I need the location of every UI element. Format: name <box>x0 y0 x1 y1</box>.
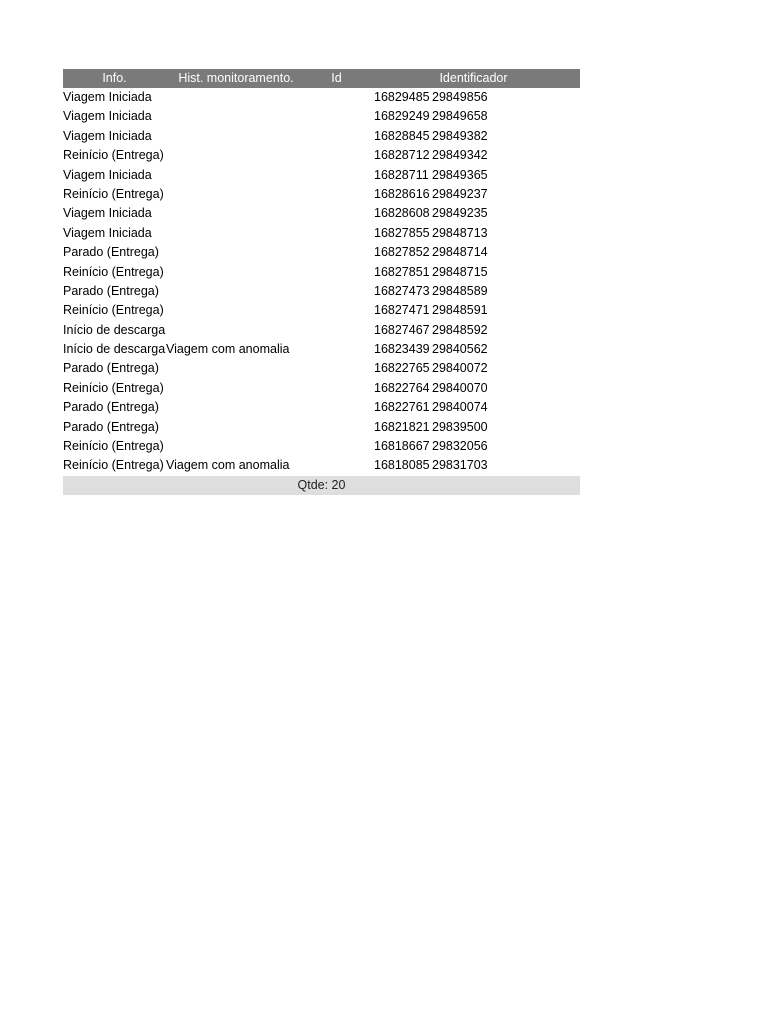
table-row <box>63 224 580 243</box>
cell-identificador: 29848589 <box>432 283 488 298</box>
cell-id: 16828845 <box>374 128 430 143</box>
cell-identificador: 29839500 <box>432 419 488 434</box>
cell-info: Início de descarga <box>63 342 166 357</box>
table-body <box>63 88 580 476</box>
cell-id: 16829485 <box>374 90 430 104</box>
table-row <box>63 437 580 456</box>
cell-info: Parado (Entrega) <box>63 400 159 415</box>
cell-identificador: 29849342 <box>432 148 488 163</box>
table-row <box>63 301 580 320</box>
cell-hist-monitoramento <box>166 301 374 320</box>
cell-id: 16827471 <box>374 303 430 318</box>
cell-info: Reinício (Entrega) <box>63 458 164 473</box>
table-row <box>63 88 580 107</box>
cell-hist-monitoramento <box>166 263 374 282</box>
cell-id: 16818085 <box>374 458 430 473</box>
cell-info: Parado (Entrega) <box>63 361 159 376</box>
cell-id: 16828712 <box>374 148 430 163</box>
table-footer-count: Qtde: 20 <box>63 476 580 495</box>
cell-info: Parado (Entrega) <box>63 245 159 260</box>
cell-hist-monitoramento <box>166 282 374 301</box>
cell-id: 16828608 <box>374 206 430 221</box>
cell-info: Viagem Iniciada <box>63 206 152 221</box>
cell-hist-monitoramento: Viagem com anomalia <box>166 342 290 357</box>
cell-identificador: 29848713 <box>432 225 488 240</box>
table-row <box>63 340 580 359</box>
cell-info: Parado (Entrega) <box>63 419 159 434</box>
cell-id: 16828616 <box>374 186 430 201</box>
cell-id: 16822765 <box>374 361 430 376</box>
cell-identificador: 29840072 <box>432 361 488 376</box>
cell-info: Reinício (Entrega) <box>63 303 164 318</box>
cell-hist-monitoramento <box>166 398 374 417</box>
cell-id: 16827852 <box>374 245 430 260</box>
cell-hist-monitoramento <box>166 359 374 378</box>
cell-info: Reinício (Entrega) <box>63 148 164 163</box>
cell-id: 16827467 <box>374 322 430 337</box>
cell-hist-monitoramento <box>166 418 374 437</box>
cell-identificador: 29840070 <box>432 380 488 395</box>
cell-identificador: 29840562 <box>432 342 488 357</box>
cell-hist-monitoramento <box>166 437 374 456</box>
cell-info: Parado (Entrega) <box>63 283 159 298</box>
cell-hist-monitoramento <box>166 146 374 165</box>
cell-identificador: 29849382 <box>432 128 488 143</box>
cell-id: 16827851 <box>374 264 430 279</box>
cell-identificador: 29849237 <box>432 186 488 201</box>
table-row <box>63 204 580 223</box>
cell-hist-monitoramento <box>166 224 374 243</box>
table-row <box>63 282 580 301</box>
cell-id: 16821821 <box>374 419 430 434</box>
header-id: Id <box>331 71 342 85</box>
cell-identificador: 29848592 <box>432 322 488 337</box>
cell-hist-monitoramento <box>166 166 374 185</box>
cell-identificador: 29840074 <box>432 400 488 415</box>
table-row <box>63 107 580 126</box>
table-row <box>63 321 580 340</box>
monitoring-report-table <box>63 69 580 495</box>
cell-info: Viagem Iniciada <box>63 109 152 124</box>
table-row <box>63 398 580 417</box>
cell-hist-monitoramento <box>166 127 374 146</box>
header-identificador: Identificador <box>439 71 508 85</box>
header-hist-monitoramento: Hist. monitoramento. <box>178 71 294 85</box>
cell-identificador: 29849856 <box>432 90 488 104</box>
table-row <box>63 146 580 165</box>
cell-hist-monitoramento <box>166 321 374 340</box>
cell-identificador: 29831703 <box>432 458 488 473</box>
cell-hist-monitoramento <box>166 204 374 223</box>
cell-hist-monitoramento <box>166 243 374 262</box>
table-row <box>63 456 580 475</box>
table-row <box>63 263 580 282</box>
cell-info: Reinício (Entrega) <box>63 186 164 201</box>
cell-info: Reinício (Entrega) <box>63 264 164 279</box>
cell-info: Reinício (Entrega) <box>63 380 164 395</box>
cell-hist-monitoramento: Viagem com anomalia <box>166 458 290 473</box>
cell-identificador: 29849235 <box>432 206 488 221</box>
cell-info: Reinício (Entrega) <box>63 439 164 454</box>
cell-id: 16828711 <box>374 167 429 182</box>
table-row <box>63 418 580 437</box>
cell-id: 16823439 <box>374 342 430 357</box>
cell-identificador: 29848715 <box>432 264 488 279</box>
cell-info: Viagem Iniciada <box>63 167 152 182</box>
cell-identificador: 29848714 <box>432 245 488 260</box>
cell-id: 16829249 <box>374 109 430 124</box>
cell-id: 16827473 <box>374 283 430 298</box>
table-row <box>63 359 580 378</box>
header-info: Info. <box>102 71 127 85</box>
table-row <box>63 127 580 146</box>
cell-hist-monitoramento <box>166 107 374 126</box>
cell-hist-monitoramento <box>166 88 374 107</box>
cell-hist-monitoramento <box>166 185 374 204</box>
cell-id: 16822764 <box>374 380 430 395</box>
cell-identificador: 29848591 <box>432 303 488 318</box>
table-row <box>63 243 580 262</box>
table-row <box>63 185 580 204</box>
cell-id: 16827855 <box>374 225 430 240</box>
cell-identificador: 29849365 <box>432 167 488 182</box>
cell-identificador: 29832056 <box>432 439 488 454</box>
table-row <box>63 379 580 398</box>
cell-id: 16822761 <box>374 400 430 415</box>
cell-identificador: 29849658 <box>432 109 488 124</box>
table-header-row <box>63 69 580 88</box>
cell-info: Viagem Iniciada <box>63 225 152 240</box>
cell-hist-monitoramento <box>166 379 374 398</box>
cell-id: 16818667 <box>374 439 430 454</box>
cell-info: Viagem Iniciada <box>63 90 152 104</box>
cell-info: Início de descarga <box>63 322 166 337</box>
cell-info: Viagem Iniciada <box>63 128 152 143</box>
table-row <box>63 166 580 185</box>
